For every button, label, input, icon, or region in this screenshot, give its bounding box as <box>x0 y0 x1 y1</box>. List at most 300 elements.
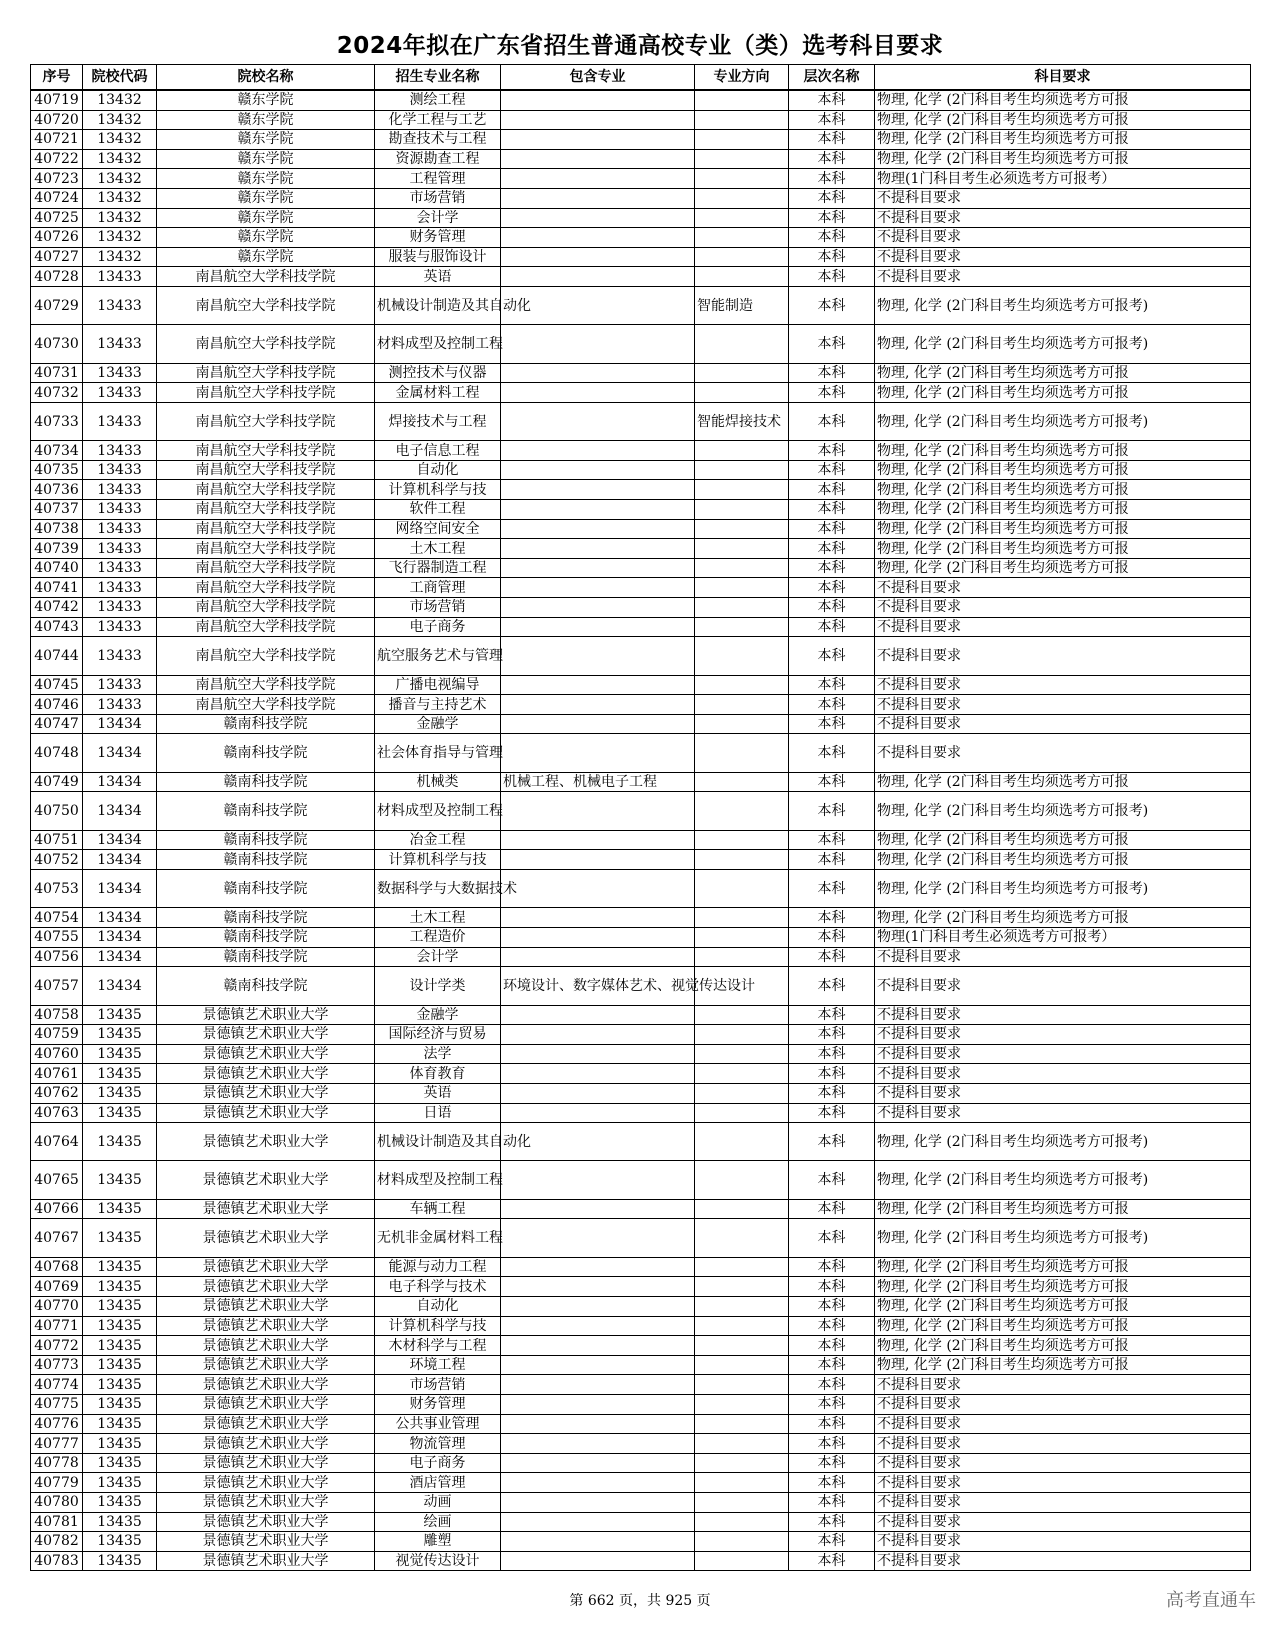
cell-school-name: 南昌航空大学科技学院 <box>157 267 375 287</box>
cell-school-name: 南昌航空大学科技学院 <box>157 695 375 715</box>
cell-school-code: 13433 <box>83 480 157 500</box>
cell-level: 本科 <box>789 967 875 1005</box>
cell-seq: 40751 <box>31 830 83 850</box>
cell-school-name: 景德镇艺术职业大学 <box>157 1199 375 1219</box>
header-school-name: 院校名称 <box>157 65 375 91</box>
cell-included-majors <box>501 869 695 907</box>
cell-seq: 40719 <box>31 90 83 110</box>
cell-school-name: 景德镇艺术职业大学 <box>157 1103 375 1123</box>
cell-major-name: 工程造价 <box>375 927 501 947</box>
cell-subject-requirement: 物理, 化学 (2门科目考生均须选考方可报考) <box>875 325 1251 363</box>
cell-included-majors <box>501 1064 695 1084</box>
header-seq: 序号 <box>31 65 83 91</box>
cell-school-name: 赣南科技学院 <box>157 734 375 772</box>
cell-major-name: 金属材料工程 <box>375 383 501 403</box>
cell-school-name: 南昌航空大学科技学院 <box>157 363 375 383</box>
cell-major-name: 英语 <box>375 1083 501 1103</box>
table-row <box>31 772 1251 792</box>
table-row <box>31 850 1251 870</box>
cell-included-majors <box>501 1316 695 1336</box>
cell-subject-requirement: 物理, 化学 (2门科目考生均须选考方可报 <box>875 830 1251 850</box>
cell-level: 本科 <box>789 947 875 967</box>
cell-direction <box>695 1083 789 1103</box>
cell-seq: 40750 <box>31 792 83 830</box>
cell-included-majors <box>501 325 695 363</box>
table-row <box>31 208 1251 228</box>
table-row <box>31 558 1251 578</box>
cell-level: 本科 <box>789 228 875 248</box>
cell-school-name: 赣南科技学院 <box>157 714 375 734</box>
cell-seq: 40738 <box>31 519 83 539</box>
cell-major-name: 计算机科学与技 <box>375 850 501 870</box>
cell-seq: 40733 <box>31 402 83 440</box>
cell-major-name: 金融学 <box>375 1005 501 1025</box>
cell-school-name: 南昌航空大学科技学院 <box>157 460 375 480</box>
cell-level: 本科 <box>789 1277 875 1297</box>
cell-level: 本科 <box>789 1492 875 1512</box>
table-row <box>31 714 1251 734</box>
cell-school-code: 13432 <box>83 208 157 228</box>
cell-seq: 40729 <box>31 286 83 324</box>
cell-school-code: 13435 <box>83 1316 157 1336</box>
cell-included-majors <box>501 1473 695 1493</box>
cell-seq: 40774 <box>31 1375 83 1395</box>
cell-school-code: 13434 <box>83 772 157 792</box>
cell-direction <box>695 1434 789 1454</box>
cell-included-majors <box>501 383 695 403</box>
table-row <box>31 110 1251 130</box>
cell-major-name: 酒店管理 <box>375 1473 501 1493</box>
cell-school-name: 景德镇艺术职业大学 <box>157 1005 375 1025</box>
cell-school-code: 13435 <box>83 1025 157 1045</box>
cell-subject-requirement: 不提科目要求 <box>875 1453 1251 1473</box>
cell-major-name: 材料成型及控制工程 <box>375 1161 501 1199</box>
cell-seq: 40745 <box>31 675 83 695</box>
cell-major-name: 国际经济与贸易 <box>375 1025 501 1045</box>
cell-level: 本科 <box>789 325 875 363</box>
cell-subject-requirement: 不提科目要求 <box>875 1375 1251 1395</box>
cell-school-code: 13434 <box>83 850 157 870</box>
cell-direction <box>695 188 789 208</box>
cell-school-code: 13435 <box>83 1297 157 1317</box>
cell-included-majors <box>501 1219 695 1257</box>
table-row <box>31 363 1251 383</box>
cell-seq: 40778 <box>31 1453 83 1473</box>
cell-subject-requirement: 物理, 化学 (2门科目考生均须选考方可报 <box>875 1316 1251 1336</box>
cell-major-name: 广播电视编导 <box>375 675 501 695</box>
cell-subject-requirement: 物理, 化学 (2门科目考生均须选考方可报 <box>875 383 1251 403</box>
cell-included-majors <box>501 267 695 287</box>
cell-seq: 40780 <box>31 1492 83 1512</box>
cell-subject-requirement: 物理, 化学 (2门科目考生均须选考方可报 <box>875 149 1251 169</box>
cell-major-name: 机械设计制造及其自动化 <box>375 1123 501 1161</box>
cell-school-name: 赣东学院 <box>157 110 375 130</box>
cell-major-name: 材料成型及控制工程 <box>375 792 501 830</box>
cell-subject-requirement: 不提科目要求 <box>875 734 1251 772</box>
cell-major-name: 航空服务艺术与管理 <box>375 637 501 675</box>
cell-included-majors <box>501 519 695 539</box>
table-row <box>31 247 1251 267</box>
cell-seq: 40720 <box>31 110 83 130</box>
cell-major-name: 无机非金属材料工程 <box>375 1219 501 1257</box>
cell-direction <box>695 1005 789 1025</box>
table-row <box>31 267 1251 287</box>
cell-school-name: 南昌航空大学科技学院 <box>157 617 375 637</box>
cell-subject-requirement: 不提科目要求 <box>875 188 1251 208</box>
cell-level: 本科 <box>789 1532 875 1552</box>
cell-subject-requirement: 不提科目要求 <box>875 675 1251 695</box>
table-row <box>31 1044 1251 1064</box>
cell-school-code: 13434 <box>83 908 157 928</box>
cell-school-code: 13435 <box>83 1395 157 1415</box>
cell-seq: 40727 <box>31 247 83 267</box>
cell-school-code: 13435 <box>83 1064 157 1084</box>
cell-included-majors <box>501 500 695 520</box>
cell-school-name: 南昌航空大学科技学院 <box>157 539 375 559</box>
cell-subject-requirement: 不提科目要求 <box>875 1473 1251 1493</box>
cell-school-code: 13435 <box>83 1257 157 1277</box>
cell-direction <box>695 1532 789 1552</box>
cell-level: 本科 <box>789 286 875 324</box>
cell-subject-requirement: 物理, 化学 (2门科目考生均须选考方可报 <box>875 500 1251 520</box>
cell-included-majors <box>501 792 695 830</box>
cell-level: 本科 <box>789 1512 875 1532</box>
cell-school-code: 13434 <box>83 927 157 947</box>
cell-level: 本科 <box>789 460 875 480</box>
cell-school-name: 赣东学院 <box>157 90 375 110</box>
cell-major-name: 会计学 <box>375 947 501 967</box>
cell-included-majors <box>501 558 695 578</box>
cell-level: 本科 <box>789 1336 875 1356</box>
cell-included-majors <box>501 927 695 947</box>
table-row <box>31 1123 1251 1161</box>
cell-school-code: 13432 <box>83 90 157 110</box>
cell-major-name: 自动化 <box>375 1297 501 1317</box>
cell-school-code: 13433 <box>83 558 157 578</box>
cell-included-majors <box>501 149 695 169</box>
cell-direction <box>695 1316 789 1336</box>
cell-school-name: 景德镇艺术职业大学 <box>157 1532 375 1552</box>
cell-school-code: 13435 <box>83 1161 157 1199</box>
cell-level: 本科 <box>789 1414 875 1434</box>
cell-subject-requirement: 物理, 化学 (2门科目考生均须选考方可报 <box>875 558 1251 578</box>
table-row <box>31 1199 1251 1219</box>
cell-level: 本科 <box>789 675 875 695</box>
cell-school-name: 赣东学院 <box>157 228 375 248</box>
cell-direction <box>695 441 789 461</box>
cell-direction <box>695 675 789 695</box>
cell-included-majors <box>501 1277 695 1297</box>
cell-included-majors <box>501 695 695 715</box>
table-row <box>31 1103 1251 1123</box>
cell-subject-requirement: 物理, 化学 (2门科目考生均须选考方可报 <box>875 110 1251 130</box>
cell-major-name: 金融学 <box>375 714 501 734</box>
cell-seq: 40732 <box>31 383 83 403</box>
cell-direction <box>695 1453 789 1473</box>
cell-included-majors <box>501 169 695 189</box>
cell-included-majors <box>501 208 695 228</box>
cell-included-majors <box>501 480 695 500</box>
cell-direction <box>695 792 789 830</box>
cell-direction <box>695 1473 789 1493</box>
cell-seq: 40776 <box>31 1414 83 1434</box>
table-row <box>31 947 1251 967</box>
cell-level: 本科 <box>789 480 875 500</box>
cell-school-code: 13433 <box>83 325 157 363</box>
cell-included-majors <box>501 1025 695 1045</box>
cell-included-majors <box>501 1434 695 1454</box>
cell-school-name: 景德镇艺术职业大学 <box>157 1375 375 1395</box>
table-row <box>31 578 1251 598</box>
cell-level: 本科 <box>789 695 875 715</box>
cell-seq: 40740 <box>31 558 83 578</box>
table-row <box>31 90 1251 110</box>
cell-included-majors <box>501 1257 695 1277</box>
table-row <box>31 383 1251 403</box>
cell-subject-requirement: 物理, 化学 (2门科目考生均须选考方可报 <box>875 772 1251 792</box>
cell-school-code: 13432 <box>83 149 157 169</box>
table-row <box>31 967 1251 1005</box>
cell-seq: 40748 <box>31 734 83 772</box>
table-row <box>31 695 1251 715</box>
cell-major-name: 社会体育指导与管理 <box>375 734 501 772</box>
cell-seq: 40743 <box>31 617 83 637</box>
cell-subject-requirement: 不提科目要求 <box>875 578 1251 598</box>
cell-subject-requirement: 物理(1门科目考生必须选考方可报考） <box>875 927 1251 947</box>
cell-included-majors <box>501 441 695 461</box>
cell-school-code: 13434 <box>83 967 157 1005</box>
cell-subject-requirement: 不提科目要求 <box>875 695 1251 715</box>
cell-seq: 40781 <box>31 1512 83 1532</box>
cell-school-name: 南昌航空大学科技学院 <box>157 500 375 520</box>
cell-subject-requirement: 物理, 化学 (2门科目考生均须选考方可报考) <box>875 1123 1251 1161</box>
cell-included-majors <box>501 1492 695 1512</box>
cell-included-majors <box>501 228 695 248</box>
cell-subject-requirement: 不提科目要求 <box>875 1005 1251 1025</box>
cell-school-code: 13433 <box>83 617 157 637</box>
cell-school-code: 13434 <box>83 947 157 967</box>
cell-subject-requirement: 物理, 化学 (2门科目考生均须选考方可报 <box>875 1297 1251 1317</box>
cell-school-name: 景德镇艺术职业大学 <box>157 1297 375 1317</box>
cell-level: 本科 <box>789 267 875 287</box>
cell-school-code: 13435 <box>83 1103 157 1123</box>
cell-direction <box>695 1257 789 1277</box>
table-row <box>31 286 1251 324</box>
header-major-name: 招生专业名称 <box>375 65 501 91</box>
cell-direction <box>695 1064 789 1084</box>
cell-major-name: 焊接技术与工程 <box>375 402 501 440</box>
cell-major-name: 工程管理 <box>375 169 501 189</box>
cell-included-majors <box>501 1551 695 1571</box>
cell-school-name: 南昌航空大学科技学院 <box>157 675 375 695</box>
cell-level: 本科 <box>789 1551 875 1571</box>
table-row <box>31 480 1251 500</box>
cell-school-name: 南昌航空大学科技学院 <box>157 519 375 539</box>
cell-level: 本科 <box>789 1064 875 1084</box>
cell-major-name: 公共事业管理 <box>375 1414 501 1434</box>
cell-included-majors <box>501 247 695 267</box>
cell-school-code: 13435 <box>83 1453 157 1473</box>
cell-seq: 40769 <box>31 1277 83 1297</box>
cell-subject-requirement: 不提科目要求 <box>875 637 1251 675</box>
cell-level: 本科 <box>789 830 875 850</box>
cell-subject-requirement: 不提科目要求 <box>875 1532 1251 1552</box>
cell-included-majors <box>501 578 695 598</box>
cell-school-code: 13435 <box>83 1123 157 1161</box>
cell-direction <box>695 637 789 675</box>
header-included-majors: 包含专业 <box>501 65 695 91</box>
table-row <box>31 1395 1251 1415</box>
cell-level: 本科 <box>789 617 875 637</box>
cell-major-name: 自动化 <box>375 460 501 480</box>
cell-direction <box>695 617 789 637</box>
cell-seq: 40724 <box>31 188 83 208</box>
table-row <box>31 1551 1251 1571</box>
cell-direction <box>695 772 789 792</box>
cell-school-name: 赣南科技学院 <box>157 947 375 967</box>
cell-subject-requirement: 物理, 化学 (2门科目考生均须选考方可报 <box>875 1355 1251 1375</box>
cell-major-name: 车辆工程 <box>375 1199 501 1219</box>
cell-seq: 40783 <box>31 1551 83 1571</box>
cell-subject-requirement: 物理, 化学 (2门科目考生均须选考方可报 <box>875 519 1251 539</box>
cell-direction <box>695 850 789 870</box>
cell-seq: 40760 <box>31 1044 83 1064</box>
cell-direction <box>695 1375 789 1395</box>
cell-seq: 40756 <box>31 947 83 967</box>
cell-level: 本科 <box>789 441 875 461</box>
table-row <box>31 1257 1251 1277</box>
cell-level: 本科 <box>789 850 875 870</box>
table-header <box>31 65 1251 91</box>
cell-school-name: 景德镇艺术职业大学 <box>157 1551 375 1571</box>
cell-subject-requirement: 物理, 化学 (2门科目考生均须选考方可报 <box>875 1199 1251 1219</box>
cell-major-name: 机械类 <box>375 772 501 792</box>
brand-watermark: 高考直通车 <box>1166 1590 1256 1611</box>
cell-direction <box>695 598 789 618</box>
cell-level: 本科 <box>789 208 875 228</box>
cell-school-name: 景德镇艺术职业大学 <box>157 1336 375 1356</box>
page-title: 2024年拟在广东省招生普通高校专业（类）选考科目要求 <box>336 33 944 59</box>
cell-major-name: 绘画 <box>375 1512 501 1532</box>
cell-seq: 40747 <box>31 714 83 734</box>
cell-included-majors <box>501 1336 695 1356</box>
cell-included-majors <box>501 363 695 383</box>
table-row <box>31 1277 1251 1297</box>
table-row <box>31 1316 1251 1336</box>
cell-direction <box>695 363 789 383</box>
table-row <box>31 1219 1251 1257</box>
cell-school-code: 13435 <box>83 1414 157 1434</box>
cell-school-name: 景德镇艺术职业大学 <box>157 1044 375 1064</box>
table-row <box>31 539 1251 559</box>
cell-direction <box>695 1551 789 1571</box>
cell-seq: 40736 <box>31 480 83 500</box>
cell-school-name: 南昌航空大学科技学院 <box>157 598 375 618</box>
cell-major-name: 电子商务 <box>375 617 501 637</box>
cell-school-name: 景德镇艺术职业大学 <box>157 1492 375 1512</box>
cell-subject-requirement: 物理, 化学 (2门科目考生均须选考方可报 <box>875 130 1251 150</box>
cell-major-name: 能源与动力工程 <box>375 1257 501 1277</box>
cell-school-name: 赣南科技学院 <box>157 792 375 830</box>
cell-major-name: 资源勘查工程 <box>375 149 501 169</box>
cell-included-majors <box>501 1512 695 1532</box>
cell-subject-requirement: 不提科目要求 <box>875 1414 1251 1434</box>
cell-seq: 40766 <box>31 1199 83 1219</box>
cell-included-majors <box>501 908 695 928</box>
cell-school-name: 赣东学院 <box>157 149 375 169</box>
table-row <box>31 908 1251 928</box>
cell-school-code: 13435 <box>83 1375 157 1395</box>
cell-level: 本科 <box>789 130 875 150</box>
cell-major-name: 电子信息工程 <box>375 441 501 461</box>
cell-subject-requirement: 不提科目要求 <box>875 1395 1251 1415</box>
cell-school-name: 赣南科技学院 <box>157 869 375 907</box>
cell-direction <box>695 1025 789 1045</box>
cell-school-code: 13433 <box>83 519 157 539</box>
cell-school-name: 赣南科技学院 <box>157 927 375 947</box>
cell-direction <box>695 869 789 907</box>
cell-school-code: 13433 <box>83 402 157 440</box>
requirements-table <box>30 64 1251 1571</box>
cell-seq: 40741 <box>31 578 83 598</box>
cell-major-name: 软件工程 <box>375 500 501 520</box>
cell-school-name: 赣南科技学院 <box>157 850 375 870</box>
cell-major-name: 体育教育 <box>375 1064 501 1084</box>
cell-included-majors <box>501 1375 695 1395</box>
cell-seq: 40759 <box>31 1025 83 1045</box>
cell-direction <box>695 908 789 928</box>
cell-included-majors <box>501 90 695 110</box>
cell-included-majors <box>501 1453 695 1473</box>
cell-school-name: 景德镇艺术职业大学 <box>157 1355 375 1375</box>
cell-school-name: 景德镇艺术职业大学 <box>157 1161 375 1199</box>
cell-seq: 40730 <box>31 325 83 363</box>
cell-level: 本科 <box>789 927 875 947</box>
cell-level: 本科 <box>789 1199 875 1219</box>
cell-school-name: 赣南科技学院 <box>157 830 375 850</box>
cell-school-code: 13435 <box>83 1512 157 1532</box>
cell-level: 本科 <box>789 1453 875 1473</box>
cell-direction <box>695 734 789 772</box>
table-row <box>31 1414 1251 1434</box>
cell-subject-requirement: 物理, 化学 (2门科目考生均须选考方可报 <box>875 850 1251 870</box>
cell-major-name: 环境工程 <box>375 1355 501 1375</box>
table-row <box>31 1083 1251 1103</box>
cell-school-code: 13433 <box>83 286 157 324</box>
cell-major-name: 物流管理 <box>375 1434 501 1454</box>
cell-major-name: 勘查技术与工程 <box>375 130 501 150</box>
cell-included-majors <box>501 1395 695 1415</box>
cell-major-name: 视觉传达设计 <box>375 1551 501 1571</box>
cell-subject-requirement: 不提科目要求 <box>875 947 1251 967</box>
cell-school-name: 景德镇艺术职业大学 <box>157 1219 375 1257</box>
cell-school-name: 景德镇艺术职业大学 <box>157 1434 375 1454</box>
cell-subject-requirement: 不提科目要求 <box>875 1103 1251 1123</box>
cell-school-code: 13433 <box>83 500 157 520</box>
cell-level: 本科 <box>789 149 875 169</box>
cell-seq: 40723 <box>31 169 83 189</box>
cell-included-majors <box>501 850 695 870</box>
cell-included-majors <box>501 1414 695 1434</box>
cell-major-name: 木材科学与工程 <box>375 1336 501 1356</box>
cell-subject-requirement: 不提科目要求 <box>875 1512 1251 1532</box>
cell-level: 本科 <box>789 1257 875 1277</box>
cell-subject-requirement: 不提科目要求 <box>875 1025 1251 1045</box>
cell-school-code: 13435 <box>83 1219 157 1257</box>
cell-included-majors <box>501 830 695 850</box>
cell-school-code: 13435 <box>83 1199 157 1219</box>
cell-major-name: 化学工程与工艺 <box>375 110 501 130</box>
